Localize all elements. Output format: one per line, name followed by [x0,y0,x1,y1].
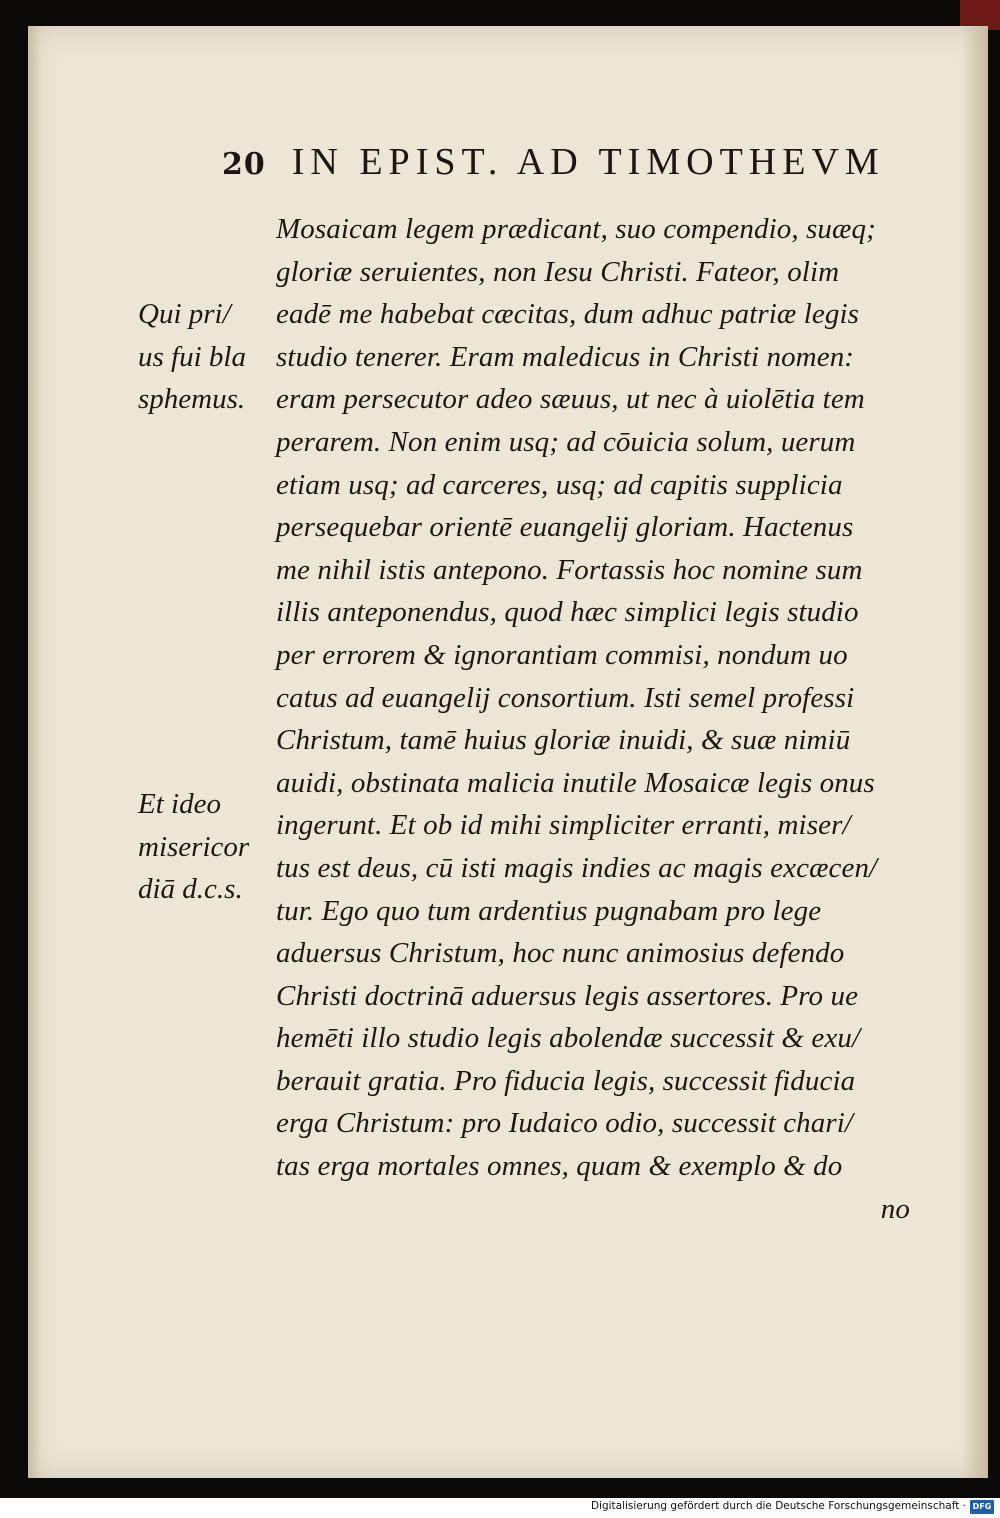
text-line: illis anteponendus, quod hæc simplici legis studio [276,596,859,629]
text-line: me nihil istis antepono. Fortassis hoc nomine sum [276,553,863,586]
margin-line: sphemus. [138,383,246,416]
text-line: ingerunt. Et ob id mihi simpliciter erranti, miser/ [276,809,851,842]
marginal-note-2 [138,783,278,911]
text-line: studio tenerer. Eram maledicus in Christi nomen: [276,340,855,373]
text-line: persequebar orientē euangelij gloriam. Hactenus [276,511,854,544]
text-line: erga Christum: pro Iudaico odio, successit chari/ [276,1107,854,1140]
text-line: gloriæ seruientes, non Iesu Christi. Fateor, olim [276,255,840,288]
text-line: tus est deus, cū isti magis indies ac magis excæcen/ [276,851,878,884]
text-line: etiam usq; ad carceres, usq; ad capitis supplicia [276,468,843,501]
text-line: eram persecutor adeo sæuus, ut nec à uiolētia tem [276,383,865,416]
text-line: aduersus Christum, hoc nunc animosius defendo [276,937,845,970]
text-line: berauit gratia. Pro fiducia legis, successit fiducia [276,1064,856,1097]
page-edge-shade [962,26,988,1478]
dfg-logo-icon: DFG [970,1500,994,1514]
text-line: auidi, obstinata malicia inutile Mosaicæ legis onus [276,766,875,799]
text-line: perarem. Non enim usq; ad cōuicia solum, uerum [276,425,856,458]
digitization-credit: Digitalisierung gefördert durch die Deutsche Forschungsgemeinschaft · [590,1500,966,1512]
text-line: eadē me habebat cæcitas, dum adhuc patriæ legis [276,298,860,331]
margin-line: Qui pri/ [138,298,231,330]
margin-line: us fui bla [138,340,246,373]
margin-line: Et ideo [138,788,221,820]
margin-line: diā d.c.s. [138,873,243,906]
text-line: hemēti illo studio legis abolendæ successit & exu/ [276,1022,861,1055]
text-line: per errorem & ignorantiam commisi, nondum uo [276,638,848,671]
text-line: Christum, tamē huius gloriæ inuidi, & suæ nimiū [276,724,851,757]
text-line: tur. Ego quo tum ardentius pugnabam pro lege [276,894,822,927]
running-title: IN EPIST. AD TIMOTHEVM [291,141,885,183]
catchword: no [880,1192,910,1225]
text-line: Christi doctrinā aduersus legis assertores. Pro ue [276,979,859,1012]
text-line: catus ad euangelij consortium. Isti semel professi [276,681,855,714]
main-text-block [276,208,916,1230]
marginal-note-1 [138,293,278,421]
page-number: 20 [222,147,266,182]
running-head [222,140,912,184]
text-line: tas erga mortales omnes, quam & exemplo & do [276,1150,843,1183]
margin-line: misericor [138,830,250,863]
text-line: Mosaicam legem prædicant, suo compendio, suæq; [276,213,876,245]
page-gutter-shade [28,26,42,1478]
